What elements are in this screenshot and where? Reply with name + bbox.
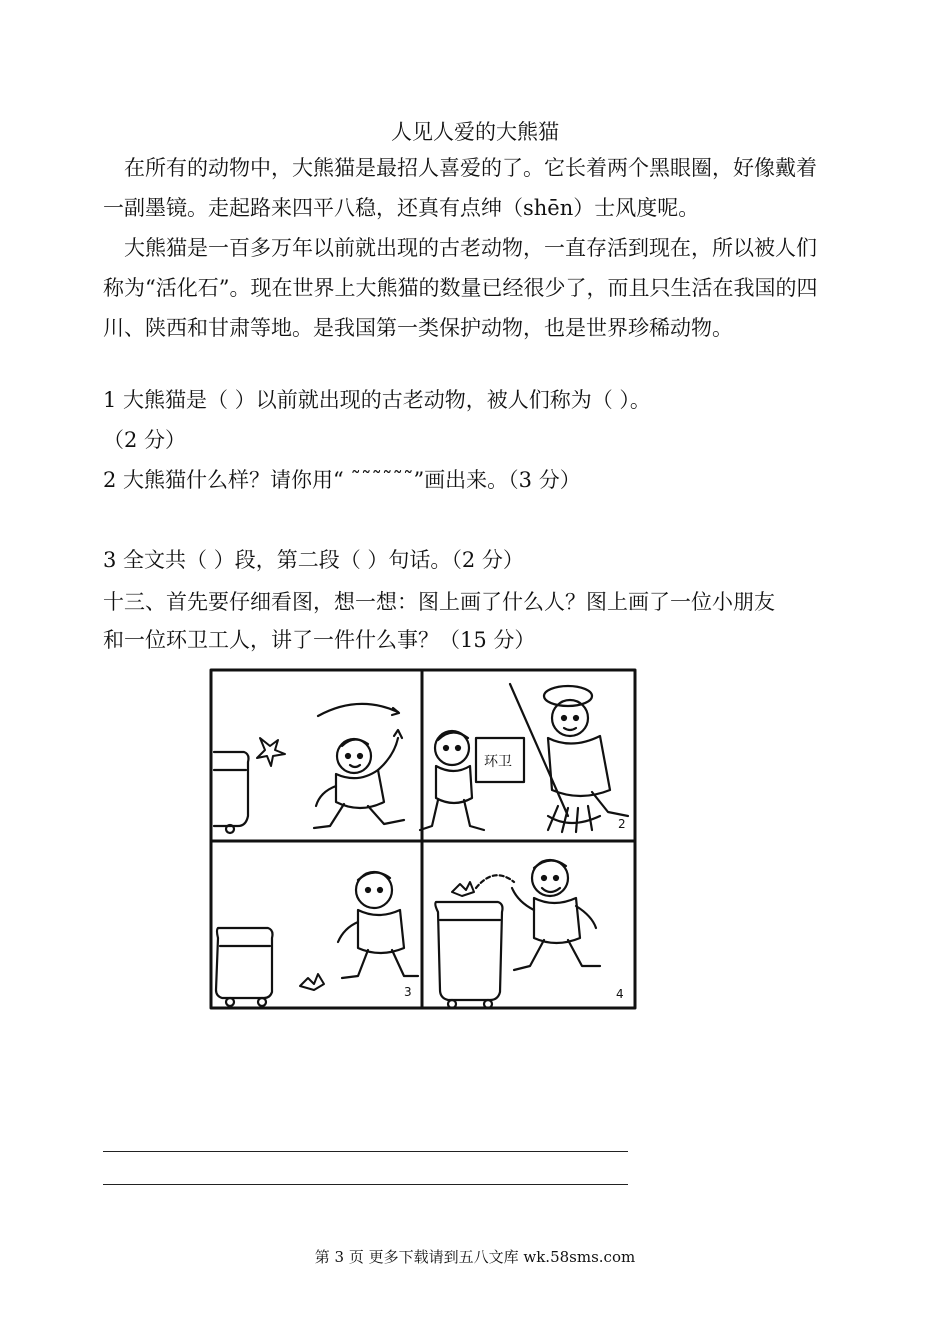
question-3: 3 全文共（ ）段，第二段（ ）句话。（2 分） bbox=[103, 548, 524, 572]
panel-number-4: 4 bbox=[616, 987, 624, 1001]
sign-text: 环卫 bbox=[484, 754, 512, 770]
panel-4 bbox=[435, 860, 623, 1008]
question-1-score: （2 分） bbox=[103, 428, 187, 452]
comic-illustration bbox=[208, 666, 656, 1024]
question-1: 1 大熊猫是（ ）以前就出现的古老动物，被人们称为（ ）。 bbox=[103, 388, 651, 412]
page-footer: 第 3 页 更多下载请到五八文库 wk.58sms.com bbox=[314, 1248, 636, 1266]
section-13-prompt-line-1: 十三、首先要仔细看图，想一想：图上画了什么人？图上画了一位小朋友 bbox=[103, 590, 775, 614]
panel-1 bbox=[214, 704, 404, 833]
answer-line-1 bbox=[103, 1151, 628, 1152]
article-title: 人见人爱的大熊猫 bbox=[391, 120, 559, 144]
question-2: 2 大熊猫什么样？请你用“ ˜˜˜˜˜˜”画出来。（3 分） bbox=[103, 468, 581, 492]
panel-number-3: 3 bbox=[404, 985, 412, 999]
paragraph-1: 在所有的动物中，大熊猫是最招人喜爱的了。它长着两个黑眼圈，好像戴着一副墨镜。走起路来四平八稳，还真有点绅（shēn）士风度呢。 bbox=[103, 156, 817, 220]
paragraph-2: 大熊猫是一百多万年以前就出现的古老动物，一直存活到现在，所以被人们称为“活化石”。现在世界上大熊猫的数量已经很少了，而且只生活在我国的四川、陕西和甘肃等地。是我国第一类保护动物，也是世界珍稀动物。 bbox=[103, 236, 818, 340]
panel-2 bbox=[420, 684, 628, 832]
panel-3 bbox=[216, 872, 418, 1006]
panel-number-2: 2 bbox=[618, 817, 626, 831]
answer-line-2 bbox=[103, 1184, 628, 1185]
section-13-prompt-line-2: 和一位环卫工人，讲了一件什么事？（15 分） bbox=[103, 628, 536, 652]
